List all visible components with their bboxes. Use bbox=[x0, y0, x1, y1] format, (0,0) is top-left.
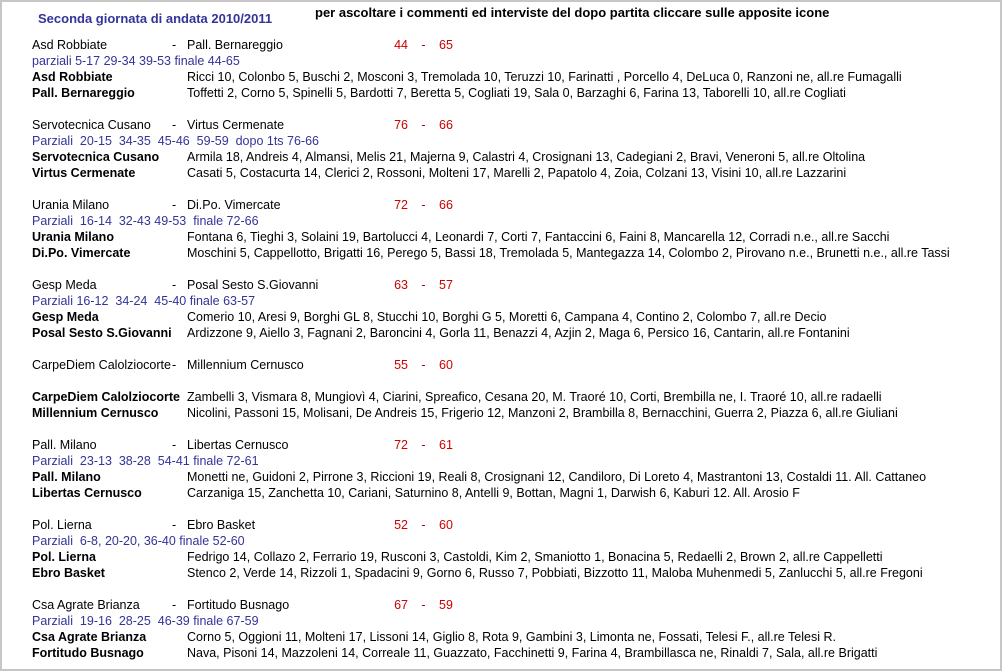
away-roster-row bbox=[2, 405, 1000, 421]
teams-separator: - bbox=[172, 38, 177, 52]
home-roster: Fontana 6, Tieghi 3, Solaini 19, Bartolucci 4, Leonardi 7, Corti 7, Fantaccini 6, Faini 8, Mancarella 12, Corradi n.e., all.re Sacchi bbox=[187, 230, 890, 244]
away-roster-row bbox=[2, 165, 1000, 181]
page-header bbox=[2, 2, 1000, 37]
partial-scores: Parziali 6-8, 20-20, 36-40 finale 52-60 bbox=[32, 534, 245, 548]
home-score: 76 bbox=[394, 118, 408, 132]
away-team-name: Di.Po. Vimercate bbox=[187, 198, 281, 212]
away-roster-row bbox=[2, 485, 1000, 501]
home-team-label: CarpeDiem Calolziocorte bbox=[32, 390, 180, 404]
teams-separator: - bbox=[172, 118, 177, 132]
home-team-label: Gesp Meda bbox=[32, 310, 99, 324]
home-score: 44 bbox=[394, 38, 408, 52]
home-roster-row bbox=[2, 469, 1000, 485]
score-separator: - bbox=[421, 358, 426, 372]
match-block bbox=[2, 37, 1000, 101]
home-roster: Armila 18, Andreis 4, Almansi, Melis 21, Majerna 9, Calastri 4, Crosignani 13, Cadegiani 2, Bravi, Veneroni 5, all.re Oltolina bbox=[187, 150, 866, 164]
home-team-name: Servotecnica Cusano bbox=[32, 118, 151, 132]
away-team-name: Pall. Bernareggio bbox=[187, 38, 283, 52]
audio-instructions-note: per ascoltare i commenti ed interviste del dopo partita cliccare sulle apposite icone bbox=[315, 5, 830, 20]
home-team-name: CarpeDiem Calolziocorte bbox=[32, 358, 171, 372]
away-team-name: Virtus Cermenate bbox=[187, 118, 285, 132]
away-roster-row bbox=[2, 245, 1000, 261]
score-separator: - bbox=[421, 198, 426, 212]
home-score: 52 bbox=[394, 518, 408, 532]
match-block bbox=[2, 597, 1000, 661]
away-team-label: Posal Sesto S.Giovanni bbox=[32, 326, 172, 340]
away-roster: Stenco 2, Verde 14, Rizzoli 1, Spadacini 9, Gorno 6, Russo 7, Pobbiati, Bizzotto 11, Maloba Muhenmedi 5, Zanlucchi 5, all.re Fregoni bbox=[187, 566, 923, 580]
home-roster-row bbox=[2, 149, 1000, 165]
home-roster: Corno 5, Oggioni 11, Molteni 17, Lissoni 14, Giglio 8, Rota 9, Gambini 3, Limonta ne, Fossati, Telesi F., all.re Telesi R. bbox=[187, 630, 836, 644]
home-team-label: Csa Agrate Brianza bbox=[32, 630, 147, 644]
away-team-name: Posal Sesto S.Giovanni bbox=[187, 278, 319, 292]
teams-separator: - bbox=[172, 518, 177, 532]
match-block bbox=[2, 197, 1000, 261]
home-score: 72 bbox=[394, 438, 408, 452]
partial-scores: Parziali 16-12 34-24 45-40 finale 63-57 bbox=[32, 294, 256, 308]
match-result-row bbox=[2, 597, 1000, 613]
away-roster-row bbox=[2, 325, 1000, 341]
match-block bbox=[2, 517, 1000, 581]
away-team-label: Libertas Cernusco bbox=[32, 486, 142, 500]
home-team-name: Csa Agrate Brianza bbox=[32, 598, 140, 612]
away-score: 61 bbox=[439, 438, 453, 452]
match-result-row bbox=[2, 517, 1000, 533]
away-roster-row bbox=[2, 645, 1000, 661]
match-result-row bbox=[2, 357, 1000, 373]
home-team-name: Gesp Meda bbox=[32, 278, 97, 292]
home-roster-row bbox=[2, 629, 1000, 645]
partial-scores: Parziali 20-15 34-35 45-46 59-59 dopo 1ts 76-66 bbox=[32, 134, 319, 148]
score-separator: - bbox=[421, 278, 426, 292]
partial-scores: Parziali 16-14 32-43 49-53 finale 72-66 bbox=[32, 214, 259, 228]
match-block bbox=[2, 437, 1000, 501]
home-roster: Monetti ne, Guidoni 2, Pirrone 3, Riccioni 19, Reali 8, Crosignani 12, Candiloro, Di Loreto 4, Mastrantoni 13, Costaldi 11. All. Cattaneo bbox=[187, 470, 927, 484]
home-team-label: Pall. Milano bbox=[32, 470, 101, 484]
home-score: 72 bbox=[394, 198, 408, 212]
home-roster-row bbox=[2, 69, 1000, 85]
home-team-name: Urania Milano bbox=[32, 198, 110, 212]
away-team-name: Millennium Cernusco bbox=[187, 358, 304, 372]
score-separator: - bbox=[421, 38, 426, 52]
away-team-label: Di.Po. Vimercate bbox=[32, 246, 131, 260]
away-roster: Casati 5, Costacurta 14, Clerici 2, Rossoni, Molteni 17, Marelli 2, Papatolo 4, Zoia, Colzani 13, Visini 10, all.re Lazzarini bbox=[187, 166, 847, 180]
score-separator: - bbox=[421, 118, 426, 132]
home-roster: Zambelli 3, Vismara 8, Mungiovì 4, Ciarini, Spreafico, Cesana 20, M. Traoré 10, Corti, Brembilla ne, I. Traoré 10, all.re radaelli bbox=[187, 390, 882, 404]
away-roster-row bbox=[2, 565, 1000, 581]
home-team-label: Pol. Lierna bbox=[32, 550, 96, 564]
teams-separator: - bbox=[172, 598, 177, 612]
teams-separator: - bbox=[172, 198, 177, 212]
away-roster: Moschini 5, Cappellotto, Brigatti 16, Perego 5, Bassi 18, Tremolada 5, Mantegazza 14, Colombo 2, Pirovano n.e., Brunetti n.e., all.re Tassi bbox=[187, 246, 950, 260]
home-team-name: Asd Robbiate bbox=[32, 38, 108, 52]
home-score: 67 bbox=[394, 598, 408, 612]
away-score: 65 bbox=[439, 38, 453, 52]
away-team-name: Ebro Basket bbox=[187, 518, 256, 532]
partial-scores bbox=[2, 373, 1000, 389]
match-list bbox=[2, 37, 1000, 661]
away-team-label: Virtus Cermenate bbox=[32, 166, 136, 180]
partial-scores: Parziali 23-13 38-28 54-41 finale 72-61 bbox=[32, 454, 259, 468]
away-score: 60 bbox=[439, 518, 453, 532]
match-result-row bbox=[2, 37, 1000, 53]
home-roster: Comerio 10, Aresi 9, Borghi GL 8, Stucchi 10, Borghi G 5, Moretti 6, Campana 4, Contino 2, Colombo 7, all.re Decio bbox=[187, 310, 827, 324]
away-team-label: Fortitudo Busnago bbox=[32, 646, 144, 660]
home-team-name: Pall. Milano bbox=[32, 438, 97, 452]
away-score: 60 bbox=[439, 358, 453, 372]
match-result-row bbox=[2, 277, 1000, 293]
away-roster: Carzaniga 15, Zanchetta 10, Cariani, Saturnino 8, Antelli 9, Bottan, Magni 1, Darwish 6, Kaburi 12. All. Arosio F bbox=[187, 486, 800, 500]
away-roster: Nicolini, Passoni 15, Molisani, De Andreis 15, Frigerio 12, Manzoni 2, Brambilla 8, Bernacchini, Guerra 2, Piazza 6, all.re Giuliani bbox=[187, 406, 898, 420]
home-roster-row bbox=[2, 229, 1000, 245]
home-roster: Ricci 10, Colonbo 5, Buschi 2, Mosconi 3, Tremolada 10, Teruzzi 10, Farinatti , Porcello 4, DeLuca 0, Ranzoni ne, all.re Fumagalli bbox=[187, 70, 902, 84]
away-team-label: Millennium Cernusco bbox=[32, 406, 159, 420]
score-separator: - bbox=[421, 598, 426, 612]
match-result-row bbox=[2, 437, 1000, 453]
home-team-label: Asd Robbiate bbox=[32, 70, 113, 84]
away-score: 59 bbox=[439, 598, 453, 612]
home-team-name: Pol. Lierna bbox=[32, 518, 92, 532]
home-team-label: Urania Milano bbox=[32, 230, 114, 244]
match-block bbox=[2, 117, 1000, 181]
away-roster: Ardizzone 9, Aiello 3, Fagnani 2, Baroncini 4, Gorla 11, Benazzi 4, Azjin 2, Maga 6, Persico 16, Cantarin, all.re Fontanini bbox=[187, 326, 850, 340]
match-block bbox=[2, 357, 1000, 421]
home-roster-row bbox=[2, 549, 1000, 565]
partial-scores: Parziali 19-16 28-25 46-39 finale 67-59 bbox=[32, 614, 259, 628]
match-result-row bbox=[2, 197, 1000, 213]
home-roster-row bbox=[2, 389, 1000, 405]
away-roster: Nava, Pisoni 14, Mazzoleni 14, Correale 11, Guazzato, Facchinetti 9, Farina 4, Brambillasca ne, Rinaldi 7, Sala, all.re Brigatti bbox=[187, 646, 878, 660]
away-team-name: Libertas Cernusco bbox=[187, 438, 289, 452]
away-roster: Toffetti 2, Corno 5, Spinelli 5, Bardotti 7, Beretta 5, Cogliati 19, Sala 0, Barzaghi 6, Farina 13, Taborelli 10, all.re Cogliati bbox=[187, 86, 846, 100]
home-score: 63 bbox=[394, 278, 408, 292]
away-roster-row bbox=[2, 85, 1000, 101]
partial-scores: parziali 5-17 29-34 39-53 finale 44-65 bbox=[32, 54, 240, 68]
home-team-label: Servotecnica Cusano bbox=[32, 150, 160, 164]
match-block bbox=[2, 277, 1000, 341]
score-separator: - bbox=[421, 438, 426, 452]
away-team-label: Pall. Bernareggio bbox=[32, 86, 135, 100]
away-score: 66 bbox=[439, 198, 453, 212]
score-separator: - bbox=[421, 518, 426, 532]
home-roster-row bbox=[2, 309, 1000, 325]
away-team-label: Ebro Basket bbox=[32, 566, 105, 580]
teams-separator: - bbox=[172, 438, 177, 452]
away-score: 57 bbox=[439, 278, 453, 292]
teams-separator: - bbox=[172, 358, 177, 372]
away-score: 66 bbox=[439, 118, 453, 132]
match-result-row bbox=[2, 117, 1000, 133]
away-team-name: Fortitudo Busnago bbox=[187, 598, 290, 612]
page-title: Seconda giornata di andata 2010/2011 bbox=[38, 11, 273, 26]
home-roster: Fedrigo 14, Collazo 2, Ferrario 19, Rusconi 3, Castoldi, Kim 2, Smaniotto 1, Bonacina 5, Redaelli 2, Brown 2, all.re Cappelletti bbox=[187, 550, 883, 564]
home-score: 55 bbox=[394, 358, 408, 372]
teams-separator: - bbox=[172, 278, 177, 292]
